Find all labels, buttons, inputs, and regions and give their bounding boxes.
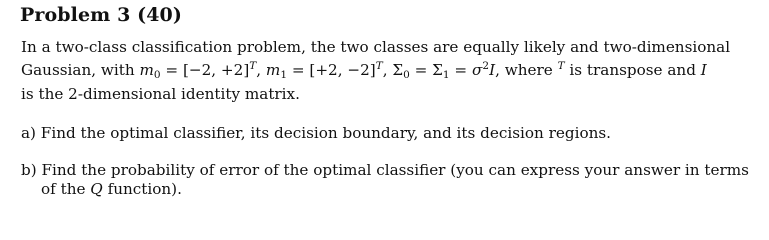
sigma0-symbol: , Σ [382, 61, 404, 79]
equals-sign: = [449, 61, 472, 79]
line2-prefix: Gaussian, with [21, 61, 140, 79]
m0-value: = [−2, +2] [160, 61, 250, 79]
identity-symbol: I [489, 61, 496, 79]
m1-symbol: m [265, 61, 281, 79]
m0-subscript: 0 [153, 69, 161, 81]
m1-subscript: 1 [280, 69, 288, 81]
question-b-prefix: of the [41, 180, 91, 198]
transpose-text: is transpose and [564, 61, 701, 79]
comma-1: , [256, 61, 266, 79]
question-b-suffix: function). [102, 180, 182, 198]
q-function-symbol: Q [90, 180, 103, 198]
statement-line-1: In a two-class classification problem, the two classes are equally likely and two-dimensional [21, 38, 731, 56]
transpose-sup-2: T [375, 60, 383, 72]
m1-value: = [+2, −2] [287, 61, 376, 79]
question-b-line-2 [21, 180, 749, 199]
sigma1-symbol: = Σ [409, 61, 443, 79]
problem-statement [21, 38, 751, 104]
where-text: , where [495, 61, 558, 79]
question-a: a) Find the optimal classifier, its decision boundary, and its decision regions. [21, 124, 611, 142]
sigma0-subscript: 0 [403, 69, 410, 81]
problem-title: Problem 3 (40) [20, 4, 182, 26]
identity-symbol-2: I [700, 61, 707, 79]
question-b [21, 161, 749, 199]
m0-symbol: m [139, 61, 154, 79]
squared-sup: 2 [482, 60, 490, 72]
statement-line-2 [21, 57, 751, 85]
statement-line-3: is the 2-dimensional identity matrix. [21, 85, 300, 103]
transpose-sup-3: T [557, 60, 565, 72]
sigma-symbol: σ [472, 61, 483, 79]
transpose-sup-1: T [249, 60, 257, 72]
sigma1-subscript: 1 [442, 69, 450, 81]
question-b-line-1: b) Find the probability of error of the optimal classifier (you can express your answer in terms [21, 161, 749, 179]
